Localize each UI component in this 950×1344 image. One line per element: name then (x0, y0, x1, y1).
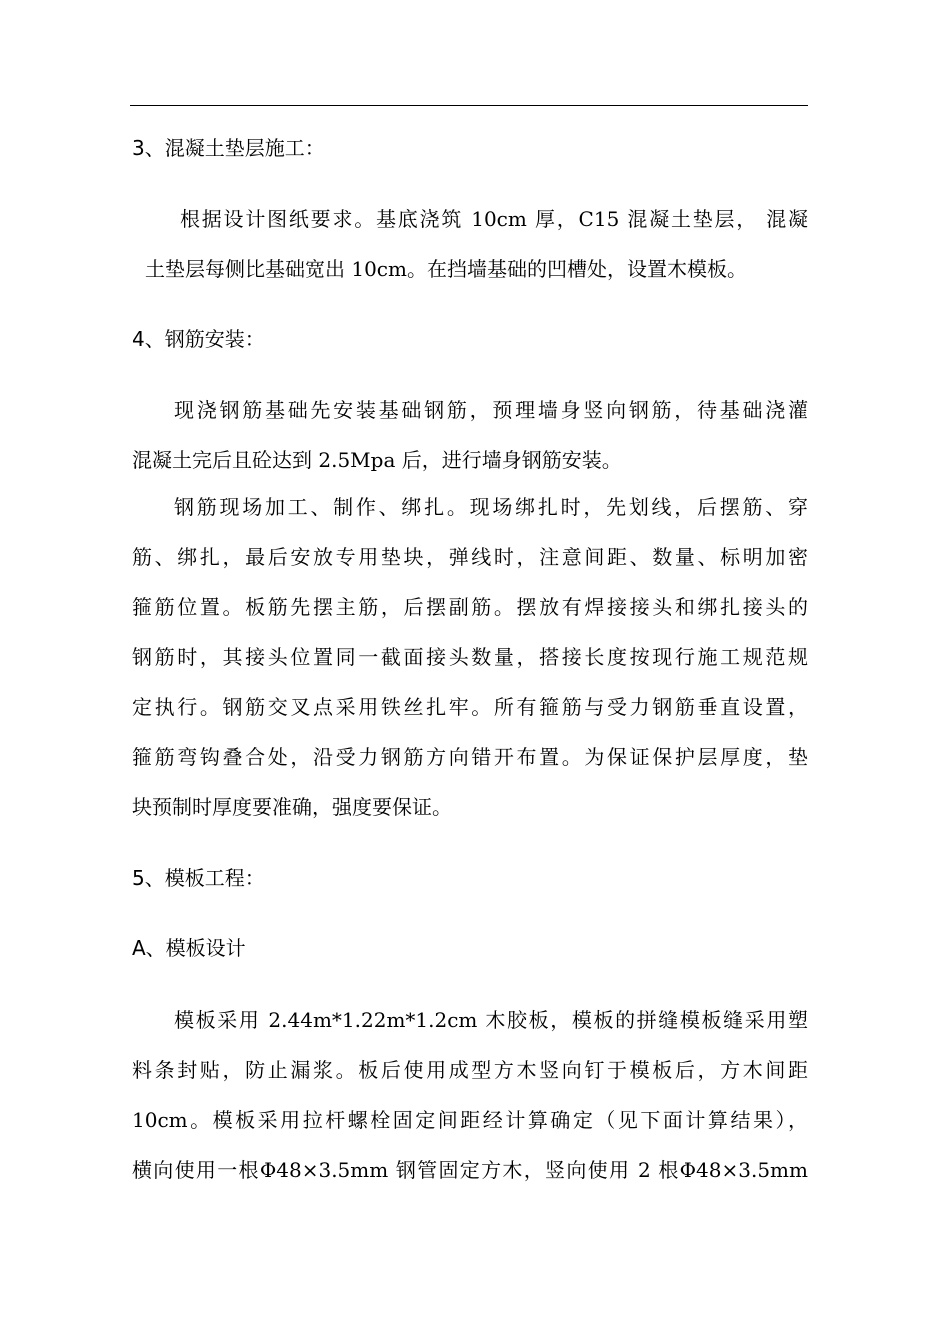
section-3-heading: 3、混凝土垫层施工： (132, 136, 325, 160)
section-5-line-4: 横向使用一根Φ48×3.5mm 钢管固定方木，竖向使用 2 根Φ48×3.5mm (132, 1158, 808, 1182)
section-4-p2-line-2: 筋、绑扎，最后安放专用垫块，弹线时，注意间距、数量、标明加密 (132, 545, 808, 569)
section-4-p2-line-4: 钢筋时，其接头位置同一截面接头数量，搭接长度按现行施工规范规 (132, 645, 808, 669)
section-5-subheading: A、模板设计 (132, 936, 246, 960)
section-4-p1-line-2: 混凝土完后且砼达到 2.5Mpa 后，进行墙身钢筋安装。 (132, 448, 622, 472)
section-3-line-2: 土垫层每侧比基础宽出 10cm。在挡墙基础的凹槽处，设置木模板。 (145, 257, 747, 281)
section-4-p2-line-5: 定执行。钢筋交叉点采用铁丝扎牢。所有箍筋与受力钢筋垂直设置， (132, 695, 808, 719)
section-4-p2-line-3: 箍筋位置。板筋先摆主筋，后摆副筋。摆放有焊接接头和绑扎接头的 (132, 595, 808, 619)
section-4-p1-line-1: 现浇钢筋基础先安装基础钢筋，预理墙身竖向钢筋，待基础浇灌 (174, 398, 808, 422)
section-5-line-2: 料条封贴，防止漏浆。板后使用成型方木竖向钉于模板后，方木间距 (132, 1058, 808, 1082)
header-rule (130, 105, 808, 106)
section-4-heading: 4、钢筋安装： (132, 327, 265, 351)
section-4-p2-line-6: 箍筋弯钩叠合处，沿受力钢筋方向错开布置。为保证保护层厚度，垫 (132, 745, 808, 769)
section-3-line-1: 根据设计图纸要求。基底浇筑 10cm 厚，C15 混凝土垫层， 混凝 (180, 207, 808, 231)
section-5-line-1: 模板采用 2.44m*1.22m*1.2cm 木胶板，模板的拼缝模板缝采用塑 (174, 1008, 808, 1032)
section-5-line-3: 10cm。模板采用拉杆螺栓固定间距经计算确定（见下面计算结果）， (132, 1108, 808, 1132)
section-5-heading: 5、模板工程： (132, 866, 265, 890)
section-4-p2-line-1: 钢筋现场加工、制作、绑扎。现场绑扎时，先划线，后摆筋、穿 (174, 495, 808, 519)
section-4-p2-line-7: 块预制时厚度要准确，强度要保证。 (132, 795, 452, 819)
